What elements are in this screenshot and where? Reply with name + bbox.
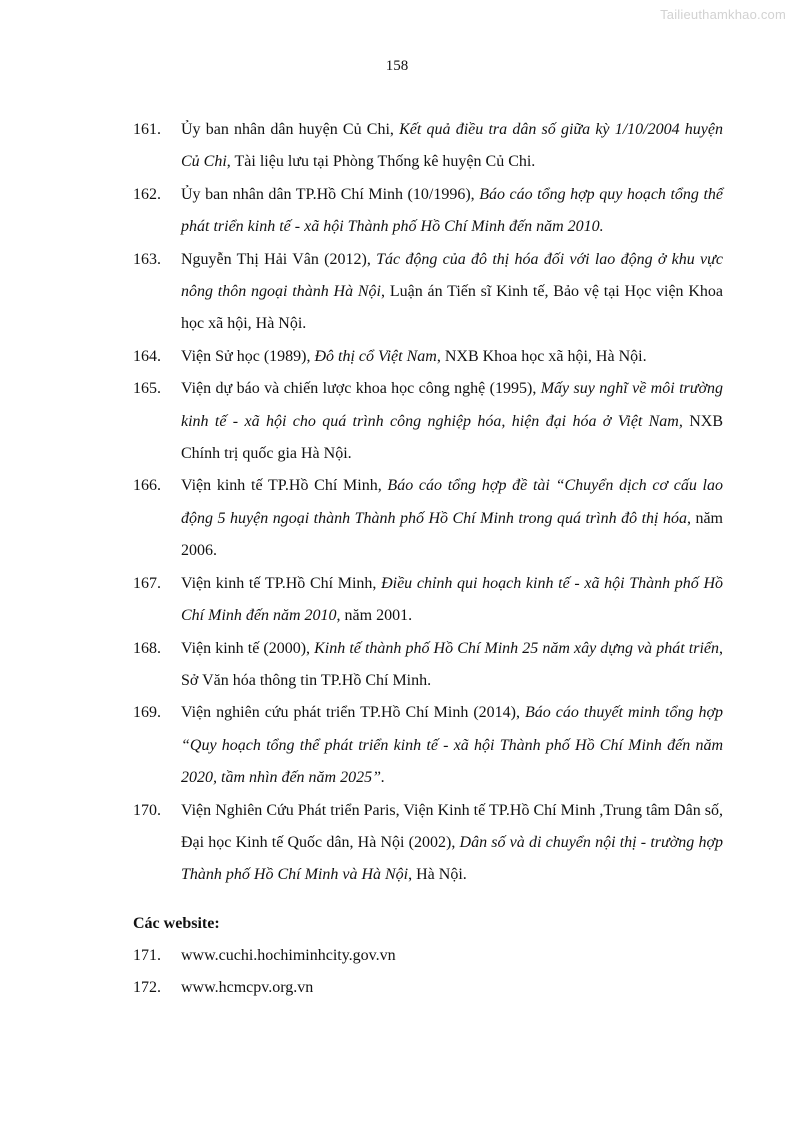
watermark-text: Tailieuthamkhao.com <box>660 7 786 22</box>
reference-text <box>181 470 723 567</box>
reference-title: Tác động của đô thị hóa đối với lao động ở khu vực nông thôn ngoại thành Hà Nội <box>181 250 723 301</box>
reference-segment: Ủy ban nhân dân huyện Củ Chi, <box>181 121 400 138</box>
reference-item <box>133 470 723 567</box>
reference-text <box>181 633 723 698</box>
reference-title: Báo cáo tổng hợp quy hoạch tổng thể phát triển kinh tế - xã hội Thành phố Hồ Chí Minh đến năm 2010. <box>181 185 723 236</box>
reference-number: 162. <box>133 185 161 203</box>
website-url[interactable]: www.hcmcpv.org.vn <box>181 979 314 997</box>
reference-text <box>181 114 723 179</box>
reference-item <box>133 341 723 373</box>
reference-title: Báo cáo thuyết minh tổng hợp “Quy hoạch tổng thể phát triển kinh tế - xã hội Thành phố Hồ Chí Minh đến năm 2020, tầm nhìn đến năm 2025”. <box>181 704 724 787</box>
reference-item <box>133 568 723 633</box>
reference-text <box>181 179 723 244</box>
reference-number: 166. <box>133 477 161 495</box>
reference-text <box>181 568 723 633</box>
reference-text <box>181 697 723 794</box>
reference-item <box>133 179 723 244</box>
website-number: 171. <box>133 946 161 964</box>
reference-item <box>133 244 723 341</box>
reference-segment: Viện kinh tế (2000), <box>181 639 315 657</box>
reference-number: 167. <box>133 574 161 592</box>
reference-segment: , Luận án Tiến sĩ Kinh tế, Bảo vệ tại Học viện Khoa học xã hội, Hà Nội. <box>181 283 724 333</box>
reference-segment: , năm 2001. <box>336 607 413 625</box>
reference-segment: Viện Nghiên Cứu Phát triển Paris, Viện Kinh tế TP.Hồ Chí Minh ,Trung tâm Dân số, Đại học Kinh tế Quốc dân, Hà Nội (2002), <box>181 801 723 851</box>
reference-item <box>133 114 723 179</box>
reference-list <box>133 114 723 1005</box>
website-url[interactable]: www.cuchi.hochiminhcity.gov.vn <box>181 946 396 964</box>
reference-segment: Viện kinh tế TP.Hồ Chí Minh, <box>181 477 388 495</box>
reference-text <box>181 341 723 373</box>
reference-segment: Viện kinh tế TP.Hồ Chí Minh, <box>181 574 382 592</box>
reference-segment: Viện nghiên cứu phát triển TP.Hồ Chí Minh (2014), <box>181 704 526 722</box>
website-item <box>133 940 723 972</box>
websites-heading: Các website: <box>133 914 220 932</box>
reference-title: Mấy suy nghĩ về môi trường kinh tế - xã hội cho quá trình công nghiệp hóa, hiện đại hóa ở Việt Nam, <box>181 380 723 430</box>
reference-text <box>181 373 723 470</box>
website-number: 172. <box>133 979 161 997</box>
reference-number: 163. <box>133 250 161 268</box>
reference-segment: , Hà Nội. <box>408 866 467 884</box>
reference-title: Điều chỉnh qui hoạch kinh tế - xã hội Thành phố Hồ Chí Minh đến năm 2010 <box>181 574 723 625</box>
reference-text <box>181 244 723 341</box>
reference-segment: , Sở Văn hóa thông tin TP.Hồ Chí Minh. <box>181 639 723 689</box>
reference-number: 170. <box>133 801 161 819</box>
reference-segment: , Tài liệu lưu tại Phòng Thống kê huyện Củ Chi. <box>226 153 536 171</box>
reference-segment: , năm 2006. <box>181 509 723 560</box>
reference-title: Kinh tế thành phố Hồ Chí Minh 25 năm xây dựng và phát triển <box>314 639 719 657</box>
reference-segment: Viện Sử học (1989), <box>181 347 315 365</box>
reference-number: 169. <box>133 704 161 722</box>
reference-segment: Nguyễn Thị Hải Vân (2012), <box>181 250 377 268</box>
reference-segment: Ủy ban nhân dân TP.Hồ Chí Minh (10/1996), <box>181 185 480 203</box>
reference-item <box>133 795 723 892</box>
reference-item <box>133 697 723 794</box>
reference-number: 165. <box>133 380 161 398</box>
reference-segment: NXB Chính trị quốc gia Hà Nội. <box>181 412 724 463</box>
reference-title: Dân số và di chuyển nội thị - trường hợp Thành phố Hồ Chí Minh và Hà Nội <box>181 833 723 884</box>
page-number: 158 <box>385 58 409 74</box>
reference-item <box>133 633 723 698</box>
reference-title: Đô thị cổ Việt Nam <box>314 347 437 365</box>
website-item <box>133 972 723 1004</box>
reference-text <box>181 795 723 892</box>
reference-segment: , NXB Khoa học xã hội, Hà Nội. <box>436 347 647 365</box>
reference-segment: Viện dự báo và chiến lược khoa học công nghệ (1995), <box>181 380 541 398</box>
reference-number: 161. <box>133 121 161 138</box>
reference-title: Kết quả điều tra dân số giữa kỳ 1/10/2004 huyện Củ Chi <box>181 121 724 171</box>
reference-number: 168. <box>133 639 161 657</box>
reference-title: Báo cáo tổng hợp đề tài “Chuyển dịch cơ cấu lao động 5 huyện ngoại thành Thành phố Hồ Chí Minh trong quá trình đô thị hóa <box>181 477 723 527</box>
reference-number: 164. <box>133 347 161 365</box>
reference-item <box>133 373 723 470</box>
